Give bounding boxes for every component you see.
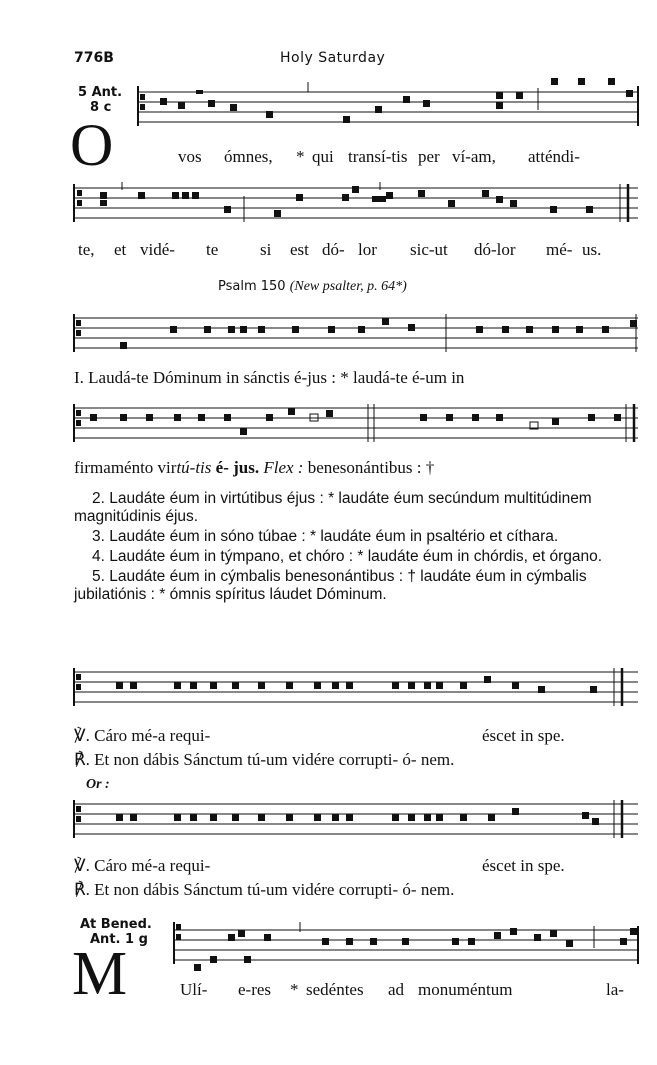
syllable: si bbox=[260, 240, 272, 259]
flex-text: benesonántibus : † bbox=[303, 458, 435, 477]
versicle-symbol: ℣. bbox=[74, 856, 90, 875]
psalm-title: Psalm 150 bbox=[218, 279, 286, 294]
syllable: vos bbox=[178, 147, 202, 166]
staff-psalm-tone-1 bbox=[74, 314, 638, 358]
benedictus-initial: M bbox=[72, 940, 128, 1008]
antiphon-mode: 8 c bbox=[90, 100, 112, 115]
syllable: per bbox=[418, 147, 440, 166]
versicle-1-line bbox=[74, 726, 210, 746]
versicle-text: Cáro mé-a requi- bbox=[94, 726, 211, 745]
psalm-verse-5: 5. Laudáte éum in cýmbalis benesonántibus : † laudáte éum in cýmbalis jubilatiónis : * ómnis spíritus láudet Dóminum. bbox=[74, 568, 587, 603]
psalm-verse-4: 4. Laudáte éum in týmpano, et chóro : * laudáte éum in chórdis, et órgano. bbox=[92, 548, 603, 565]
staff-benedictus-line1 bbox=[174, 926, 638, 970]
psalm-verses bbox=[74, 490, 639, 604]
syllable: sic-ut bbox=[410, 240, 448, 259]
syllable: dó- bbox=[322, 240, 345, 259]
syllable: sedéntes bbox=[306, 980, 364, 999]
response-1-line bbox=[74, 750, 454, 770]
psalm-verse-1-line1: I. Laudá-te Dóminum in sánctis é-jus : * laudá-te é-um in bbox=[74, 368, 465, 387]
benedictus-label: At Bened. bbox=[80, 917, 152, 932]
versicle-1-ending: éscet in spe. bbox=[482, 726, 565, 745]
page-number: 776B bbox=[74, 50, 114, 66]
syllable: transí-tis bbox=[348, 147, 408, 166]
staff-versicle-2 bbox=[74, 800, 638, 844]
verse-text-bold: é- jus. bbox=[211, 458, 264, 477]
response-symbol: ℟. bbox=[74, 880, 90, 899]
versicle-symbol: ℣. bbox=[74, 726, 90, 745]
syllable: la- bbox=[606, 980, 624, 999]
page-title: Holy Saturday bbox=[280, 50, 386, 66]
benedictus-mode: Ant. 1 g bbox=[90, 932, 148, 947]
syllable: monuméntum bbox=[418, 980, 513, 999]
syllable: vidé- bbox=[140, 240, 175, 259]
syllable: te, bbox=[78, 240, 95, 259]
psalm-verse-2: 2. Laudáte éum in virtútibus éjus : * laudáte éum secúndum multitúdinem magnitúdinis éjus. bbox=[74, 490, 592, 525]
versicle-text: Cáro mé-a requi- bbox=[94, 856, 211, 875]
or-label: Or : bbox=[86, 777, 110, 792]
antiphon-initial: O bbox=[70, 112, 114, 178]
syllable: * bbox=[296, 147, 305, 166]
syllable: ómnes, bbox=[224, 147, 273, 166]
psalm-verse-1-line2 bbox=[74, 458, 434, 478]
versicle-2-line bbox=[74, 856, 210, 876]
verse-text: firmaménto vir bbox=[74, 458, 177, 477]
syllable: ad bbox=[388, 980, 405, 999]
syllable: atténdi- bbox=[528, 147, 580, 166]
syllable: qui bbox=[312, 147, 334, 166]
versicle-2-ending: éscet in spe. bbox=[482, 856, 565, 875]
syllable: lor bbox=[358, 240, 377, 259]
verse-text-italic: tú-tis bbox=[176, 458, 212, 477]
psalm-reference: (New psalter, p. 64*) bbox=[289, 279, 407, 294]
syllable: ví-am, bbox=[452, 147, 496, 166]
syllable: mé- bbox=[546, 240, 573, 259]
psalm-verse-3: 3. Laudáte éum in sóno túbae : * laudáte éum in psaltério et cíthara. bbox=[92, 528, 559, 545]
response-text: Et non dábis Sánctum tú-um vidére corrupti- ó- nem. bbox=[94, 880, 455, 899]
staff-psalm-tone-2 bbox=[74, 404, 638, 448]
staff-versicle-1 bbox=[74, 668, 638, 712]
staff-antiphon-line1 bbox=[138, 88, 638, 138]
response-symbol: ℟. bbox=[74, 750, 90, 769]
syllable: dó-lor bbox=[474, 240, 516, 259]
syllable: Ulí- bbox=[180, 980, 208, 999]
antiphon-label: 5 Ant. bbox=[78, 85, 123, 100]
psalm-caption bbox=[218, 279, 407, 295]
syllable: us. bbox=[582, 240, 602, 259]
syllable: * bbox=[290, 980, 299, 999]
syllable: te bbox=[206, 240, 219, 259]
flex-label: Flex : bbox=[263, 458, 304, 477]
response-text: Et non dábis Sánctum tú-um vidére corrupti- ó- nem. bbox=[94, 750, 455, 769]
staff-antiphon-line2 bbox=[74, 184, 638, 228]
syllable: e-res bbox=[238, 980, 272, 999]
syllable: et bbox=[114, 240, 127, 259]
syllable: est bbox=[290, 240, 309, 259]
response-2-line bbox=[74, 880, 454, 900]
